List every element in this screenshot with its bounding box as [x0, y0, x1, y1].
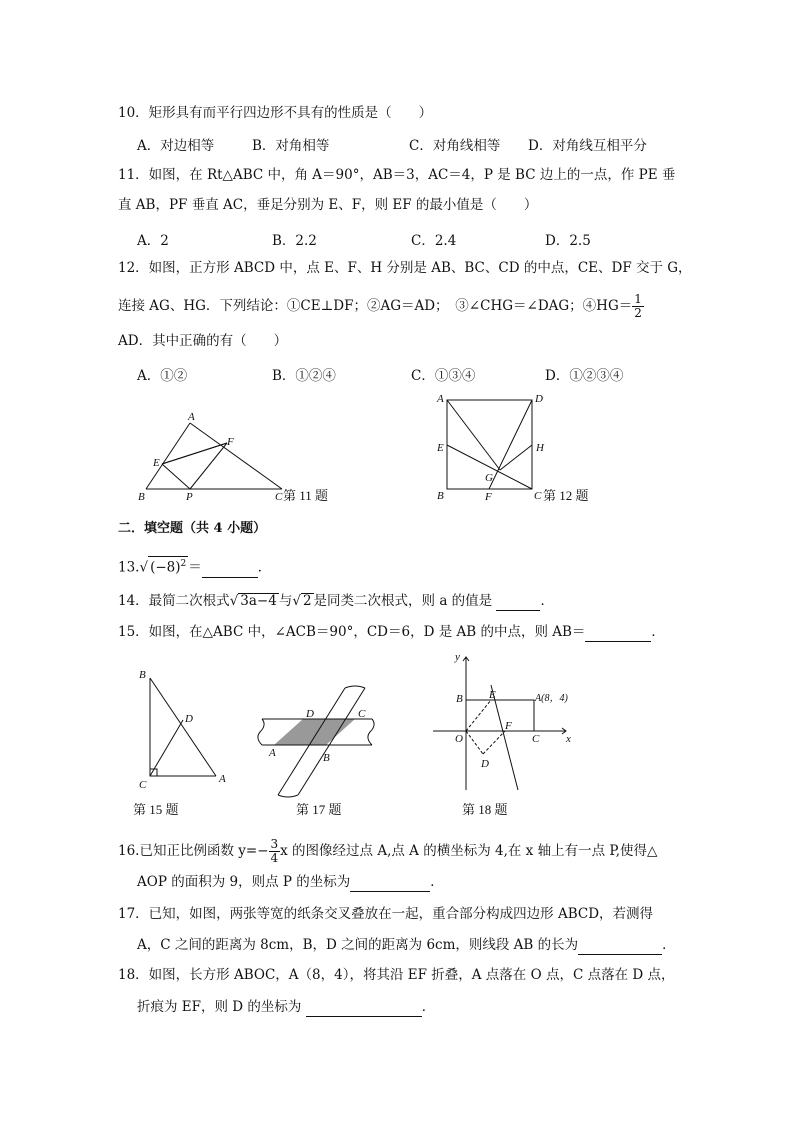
- section-title: 二．填空题（共 4 小题）: [118, 521, 267, 536]
- fig18-label-o: O: [455, 733, 463, 745]
- q18-line1: 18．如图，长方形 ABOC，A（8，4），将其沿 EF 折叠，A 点落在 O 点，C 点落在 D 点，: [118, 967, 675, 983]
- q16-prefix: 16.已知正比例函数 y=−: [118, 843, 269, 859]
- fig12-label-d: D: [535, 393, 543, 405]
- q14-radicand-2: 2: [302, 593, 312, 609]
- q13-radicand: (−8): [150, 559, 181, 576]
- q13-exponent: 2: [180, 559, 187, 569]
- fig18-caption: 第 18 题: [462, 802, 508, 817]
- q18-line2-text: 折痕为 EF，则 D 的坐标为: [137, 999, 306, 1015]
- fig11-label-a: A: [188, 411, 195, 423]
- fig17-label-c: C: [358, 708, 366, 720]
- fig18-label-x: x: [566, 733, 571, 745]
- fig15-label-a: A: [219, 773, 226, 785]
- fig12-caption: 第 12 题: [543, 488, 589, 503]
- sqrt-sign: √: [229, 593, 239, 609]
- fig15-label-d: D: [185, 713, 193, 725]
- q17-line1: 17．已知，如图，两张等宽的纸条交叉叠放在一起，重合部分构成四边形 ABCD，若测得: [118, 906, 654, 922]
- fig11-caption: 第 11 题: [283, 488, 329, 503]
- q18-answer-blank: [306, 998, 422, 1017]
- fig15-label-b: B: [139, 669, 146, 681]
- fig12-label-f: F: [485, 491, 492, 503]
- fig12-label-e: E: [437, 442, 444, 454]
- fig18-label-c: C: [532, 733, 540, 745]
- fig18-label-y: y: [455, 651, 460, 663]
- q11-option-b: B．2.2: [272, 233, 317, 249]
- q12-option-b: B．①②④: [272, 368, 336, 384]
- q11-option-c: C．2.4: [411, 233, 457, 249]
- fig15-caption: 第 15 题: [133, 802, 179, 817]
- q11-option-d: D．2.5: [545, 233, 591, 249]
- q14-end: ．: [540, 593, 554, 609]
- fig17-label-d: D: [306, 708, 314, 720]
- q18-line2: [137, 998, 435, 1017]
- q15-text: 15．如图，在△ABC 中，∠ACB＝90°，CD＝6，D 是 AB 的中点，则 AB＝: [118, 624, 586, 640]
- fig11-label-e: E: [153, 457, 160, 469]
- fig18-label-d: D: [481, 758, 489, 770]
- q13-end: ．: [257, 559, 272, 576]
- q13-equals: ＝: [188, 559, 202, 576]
- fig11-label-b: B: [138, 491, 145, 503]
- q11-line1: 11．如图，在 Rt△ABC 中，角 A＝90°，AB＝3，AC＝4，P 是 BC 边上的一点，作 PE 垂: [118, 167, 676, 183]
- q12-line1: 12．如图，正方形 ABCD 中，点 E、F、H 分别是 AB、BC、CD 的中点，CE、DF 交于 G，: [118, 260, 692, 276]
- q15-end: ．: [651, 624, 665, 640]
- q11-line2: 直 AB，PF 垂直 AC，垂足分别为 E、F，则 EF 的最小值是（ ）: [118, 197, 538, 213]
- sqrt-sign: √: [292, 593, 301, 609]
- q10-text: 10．矩形具有而平行四边形不具有的性质是（ ）: [118, 105, 433, 121]
- q16-line2: [137, 873, 444, 892]
- fig12-label-g: G: [485, 472, 493, 484]
- q14-radicand-1: 3a−4: [240, 593, 277, 609]
- q10-option-d: D．对角线互相平分: [528, 138, 647, 154]
- q12-option-c: C．①③④: [411, 368, 476, 384]
- fig11-label-f: F: [227, 436, 234, 448]
- q17-line2-text: A，C 之间的距离为 8cm，B，D 之间的距离为 6cm，则线段 AB 的长为: [137, 937, 579, 953]
- q16-line1: [118, 838, 657, 865]
- sqrt-sign: √: [139, 559, 149, 576]
- q16-fraction: [269, 838, 281, 865]
- fig11-label-c: C: [275, 491, 283, 503]
- fig12-label-c: C: [534, 490, 542, 502]
- fig17-caption: 第 17 题: [296, 802, 342, 817]
- q11-option-a: A．2: [137, 233, 169, 249]
- q12-fraction-num: 1: [634, 292, 642, 306]
- q12-option-a: A．①②: [137, 368, 188, 384]
- q12-line3: AD．其中正确的有（ ）: [118, 333, 288, 349]
- q16-answer-blank: [350, 873, 430, 892]
- q14-suffix: 是同类二次根式，则 a 的值是: [313, 593, 497, 609]
- q12-line2-text: 连接 AG、HG．下列结论：①CE⊥DF；②AG＝AD； ③∠CHG＝∠DAG；④HG＝: [118, 298, 633, 314]
- q10-option-b: B．对角相等: [252, 138, 330, 154]
- fig17-label-b: B: [323, 752, 330, 764]
- q13-prefix: 13.: [118, 559, 140, 576]
- q16-fraction-den: 4: [270, 851, 279, 865]
- q16-end: ．: [430, 874, 444, 890]
- fig18-label-e: E: [489, 689, 496, 701]
- q12-option-d: D．①②③④: [545, 368, 624, 384]
- fig12-label-a: A: [437, 393, 444, 405]
- q10-option-a: A．对边相等: [137, 138, 215, 154]
- fig18-label-b: B: [456, 693, 463, 705]
- fig18-label-f: F: [505, 720, 512, 732]
- fig15-label-c: C: [139, 779, 147, 791]
- q16-suffix: x 的图像经过点 A,点 A 的横坐标为 4,在 x 轴上有一点 P,使得△: [280, 843, 658, 859]
- q17-line2: [137, 936, 676, 955]
- q18-end: ．: [421, 999, 436, 1015]
- fig11-label-p: P: [186, 491, 193, 503]
- q17-end: ．: [662, 937, 676, 953]
- q10-option-c: C．对角线相等: [409, 138, 501, 154]
- q17-answer-blank: [578, 936, 662, 955]
- fig12-label-h: H: [536, 442, 544, 454]
- q14-mid: 与: [278, 593, 293, 609]
- q12-fraction-den: 2: [634, 306, 642, 320]
- q16-line2-text: AOP 的面积为 9，则点 P 的坐标为: [137, 874, 351, 890]
- fig12-label-b: B: [437, 490, 444, 502]
- q16-fraction-num: 3: [270, 837, 279, 851]
- fig17-label-a: A: [269, 747, 276, 759]
- q14-prefix: 14．最简二次根式: [118, 593, 230, 609]
- fig18-label-a: A(8，4): [535, 693, 568, 704]
